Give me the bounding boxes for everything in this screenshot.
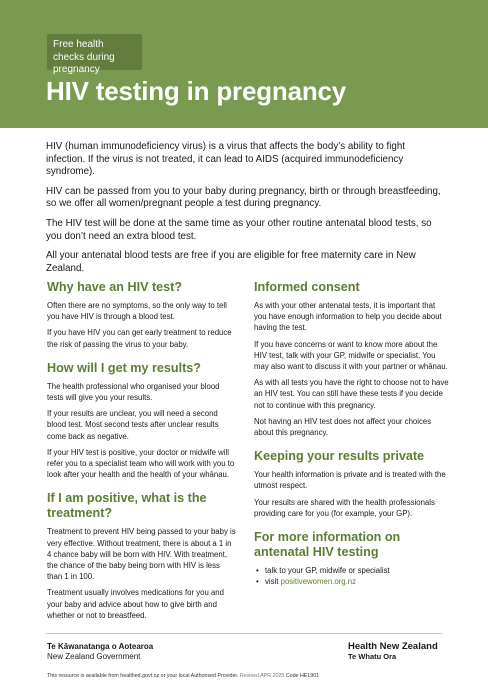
section-heading-treatment: If I am positive, what is the treatment? [47,491,207,521]
paragraph: Your health information is private and is treated with the utmost respect. [254,470,446,491]
intro-section [46,141,444,282]
intro-paragraph: HIV can be passed from you to your baby during pregnancy, birth or through breastfeeding, so we offer all women/pregnant people a test during pregnancy. [46,185,441,210]
series-badge: Free health checks during pregnancy [47,34,142,70]
left-column [47,280,237,626]
paragraph: As with your other antenatal tests, it is important that you have enough information to help you decide about having the test. [254,301,442,333]
section-heading-more-info: For more information on antenatal HIV testing [254,530,401,560]
nz-government-logo: Te Kāwanatanga o Aotearoa New Zealand Government [47,642,154,661]
paragraph: If you have concerns or want to know more about the HIV test, talk with your GP, midwife or specialist. You may also want to discuss it with your partner or whānau. [254,339,448,372]
paragraph: Treatment usually involves medications for you and your baby and advice about how to give birth and whether or not to breastfeed. [47,588,224,620]
paragraph: As with all tests you have the right to choose not to have an HIV test. You can still have these tests if you decide not to continue with this pregnancy. [254,378,449,410]
paragraph: If your results are unclear, you will need a second blood test. Most second tests after unclear results come back as negative. [47,409,219,441]
fineprint: This resource is available from healthed.govt.nz or your local Authorised Provider. Revised APR 2025 Code HE1901 [47,673,320,679]
page-title: HIV testing in pregnancy [46,76,347,106]
paragraph: Treatment to prevent HIV being passed to your baby is very effective. Without treatment, there is about a 1 in 4 chance baby will be born with HIV. With treatment, the chance of the baby being born with HIV is less than 1 in 100. [47,527,236,582]
footer-divider [46,633,442,634]
right-column [254,280,449,587]
section-heading-privacy: Keeping your results private [254,449,425,464]
section-heading-why: Why have an HIV test? [47,280,183,294]
section-heading-consent: Informed consent [254,280,360,294]
paragraph: Not having an HIV test does not affect your choices about this pregnancy. [254,416,432,438]
section-heading-results: How will I get my results? [47,360,201,375]
paragraph: Often there are no symptoms, so the only way to tell you have HIV is through a blood test. [47,301,227,322]
health-nz-logo: Health New Zealand Te Whatu Ora [348,641,438,661]
list-item: • talk to your GP, midwife or specialist [254,565,449,576]
paragraph: If your HIV test is positive, your doctor or midwife will refer you to a specialist team who will work with you to look after your health and the health of your whānau. [47,447,235,480]
paragraph: Your results are shared with the health professionals providing care for you (for example, your GP). [254,497,435,518]
intro-paragraph: HIV (human immunodeficiency virus) is a virus that affects the body’s ability to fight infection. If the virus is not treated, it can lead to AIDS (acquired immunodeficiency syndrome). [46,141,406,178]
positivewomen-link[interactable]: positivewomen.org.nz [280,577,357,587]
list-item: • visit positivewomen.org.nz [254,576,449,587]
paragraph: The health professional who organised your blood tests will give you your results. [47,381,220,403]
paragraph: If you have HIV you can get early treatment to reduce the risk of passing the virus to your baby. [47,328,232,349]
intro-paragraph: All your antenatal blood tests are free if you are eligible for free maternity care in New Zealand. [46,250,416,274]
info-list [254,565,449,587]
intro-paragraph: The HIV test will be done at the same time as your other routine antenatal blood tests, so you don’t need an extra blood test. [46,217,432,242]
